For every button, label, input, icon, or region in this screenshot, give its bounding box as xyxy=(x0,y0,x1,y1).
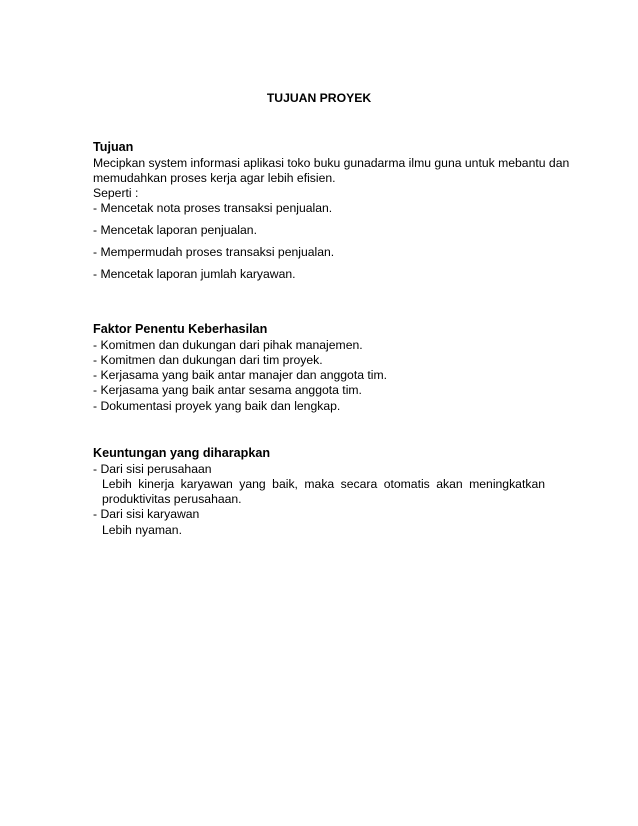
keuntungan-item-perusahaan-text-line-1: Lebih kinerja karyawan yang baik, maka secara otomatis akan meningkatkan xyxy=(102,476,545,491)
tujuan-list-item: - Mempermudah proses transaksi penjualan. xyxy=(93,244,335,259)
tujuan-paragraph-line-2: memudahkan proses kerja agar lebih efisien. xyxy=(93,170,336,185)
section-faktor-penentu xyxy=(93,322,545,414)
tujuan-list-item: - Mencetak laporan penjualan. xyxy=(93,223,257,238)
tujuan-list-item: - Mencetak nota proses transaksi penjualan. xyxy=(93,201,333,216)
section-heading-faktor: Faktor Penentu Keberhasilan xyxy=(93,322,268,336)
keuntungan-item-karyawan-label: - Dari sisi karyawan xyxy=(93,507,200,522)
faktor-list-item: - Komitmen dan dukungan dari tim proyek. xyxy=(93,352,323,367)
tujuan-seperti-label: Seperti : xyxy=(93,186,139,201)
page-title: TUJUAN PROYEK xyxy=(266,91,372,105)
faktor-list-item: - Komitmen dan dukungan dari pihak manajemen. xyxy=(93,337,363,352)
faktor-list-item: - Dokumentasi proyek yang baik dan lengkap. xyxy=(93,398,341,413)
tujuan-paragraph-line-1: Mecipkan system informasi aplikasi toko buku gunadarma ilmu guna untuk mebantu dan xyxy=(93,155,570,170)
faktor-list-item: - Kerjasama yang baik antar sesama anggota tim. xyxy=(93,383,362,398)
tujuan-list-item: - Mencetak laporan jumlah karyawan. xyxy=(93,266,296,281)
section-heading-keuntungan: Keuntungan yang diharapkan xyxy=(93,446,271,460)
section-keuntungan xyxy=(93,446,545,538)
section-tujuan xyxy=(93,140,570,282)
faktor-list-item: - Kerjasama yang baik antar manajer dan anggota tim. xyxy=(93,368,388,383)
section-heading-tujuan: Tujuan xyxy=(93,140,134,154)
keuntungan-item-perusahaan-label: - Dari sisi perusahaan xyxy=(93,461,212,476)
keuntungan-item-karyawan-text: Lebih nyaman. xyxy=(102,522,182,537)
keuntungan-item-perusahaan-text-line-2: produktivitas perusahaan. xyxy=(102,492,242,507)
